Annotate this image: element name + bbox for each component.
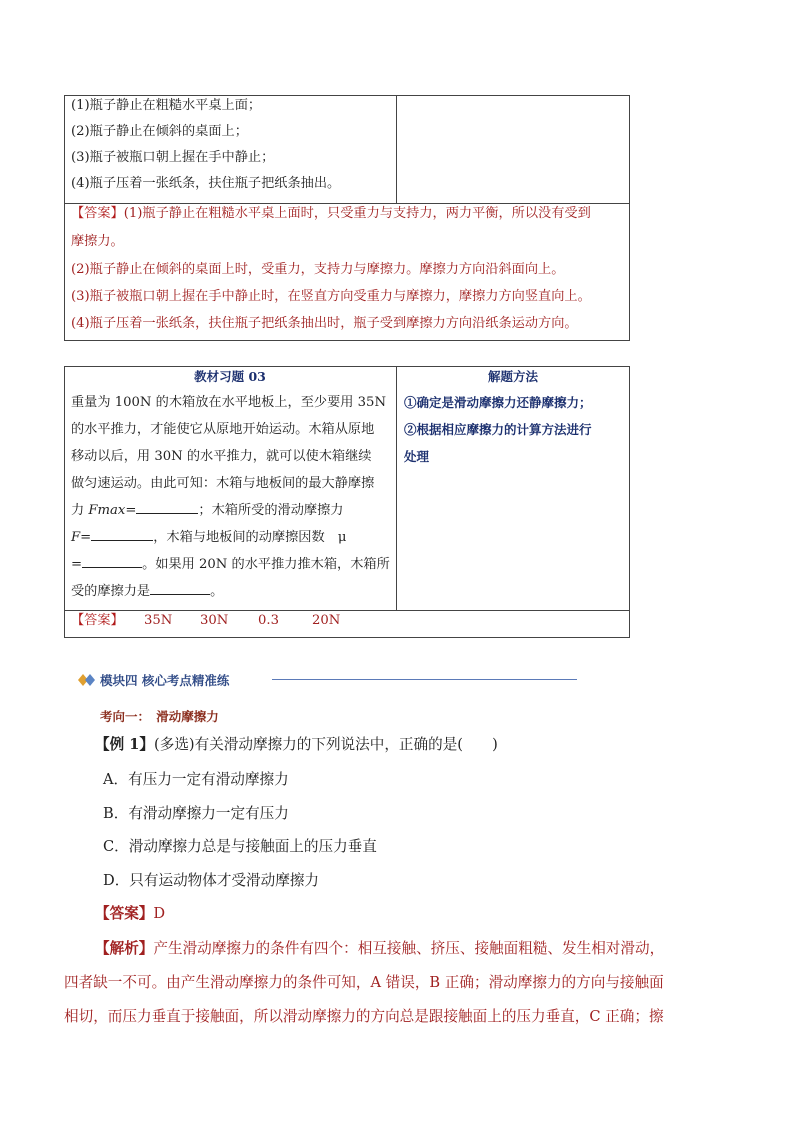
variable-f: F <box>71 530 81 545</box>
problem-line <box>71 497 343 525</box>
exercise-answer: 30N <box>200 613 229 628</box>
example-answer <box>95 897 165 931</box>
problem-text: 。 <box>210 584 224 599</box>
module-rule <box>272 679 577 680</box>
exercise-header: 教材习题 03 <box>194 369 266 384</box>
problem-text: = <box>71 557 83 572</box>
answer-blank[interactable] <box>91 526 153 541</box>
answer-tag: 【答案】 <box>71 613 124 628</box>
example-question: (多选)有关滑动摩擦力的下列说法中，正确的是( ) <box>154 736 498 753</box>
case-item: (2)瓶子静止在倾斜的桌面上； <box>71 124 248 139</box>
problem-text: 。如果用 20N 的水平推力推木箱，木箱所 <box>142 557 390 572</box>
case-item: (4)瓶子压着一张纸条，扶住瓶子把纸条抽出。 <box>71 176 341 191</box>
option-b: B．有滑动摩擦力一定有压力 <box>103 805 289 822</box>
problem-text: ，木箱与地板间的动摩擦因数 μ <box>153 530 347 545</box>
answer-line: (3)瓶子被瓶口朝上握在手中静止时，在竖直方向受重力与摩擦力，摩擦力方向竖直向上。 <box>71 289 591 304</box>
problem-text: = <box>125 503 137 518</box>
answer-line: 摩擦力。 <box>71 234 124 249</box>
method-step: 处理 <box>404 449 430 464</box>
answer-blank[interactable] <box>82 553 142 568</box>
problem-text: = <box>80 530 92 545</box>
diamond-icon <box>78 672 96 686</box>
option-a: A．有压力一定有滑动摩擦力 <box>103 771 289 788</box>
module-title: 模块四 核心考点精准练 <box>100 673 230 688</box>
problem-line: 做匀速运动。由此可知：木箱与地板间的最大静摩擦 <box>71 476 375 491</box>
answer-line: (2)瓶子静止在倾斜的桌面上时，受重力，支持力与摩擦力。摩擦力方向沿斜面向上。 <box>71 262 565 277</box>
analysis-line: 四者缺一不可。由产生滑动摩擦力的条件可知，A 错误，B 正确；滑动摩擦力的方向与接触面 <box>64 974 664 991</box>
problem-line: 移动以后，用 30N 的水平推力，就可以使木箱继续 <box>71 449 372 464</box>
analysis-line <box>95 932 664 966</box>
answer-line: (4)瓶子压着一张纸条，扶住瓶子把纸条抽出时，瓶子受到摩擦力方向沿纸条运动方向。 <box>71 316 578 331</box>
option-d: D．只有运动物体才受滑动摩擦力 <box>103 872 320 889</box>
method-step: ②根据相应摩擦力的计算方法进行 <box>404 422 592 437</box>
option-c: C．滑动摩擦力总是与接触面上的压力垂直 <box>103 838 377 855</box>
problem-text: 受的摩擦力是 <box>71 584 151 599</box>
problem-line <box>71 578 223 606</box>
example-stem <box>95 728 498 762</box>
problem-line: 的水平推力，才能使它从原地开始运动。木箱从原地 <box>71 422 375 437</box>
exercise-answer: 0.3 <box>258 613 279 628</box>
table-divider <box>396 366 397 610</box>
analysis-text: 产生滑动摩擦力的条件有四个：相互接触、挤压、接触面粗糙、发生相对滑动， <box>153 940 665 957</box>
direction-title: 考向一： 滑动摩擦力 <box>100 709 219 724</box>
exercise-answer: 35N <box>144 613 173 628</box>
case-item: (1)瓶子静止在粗糙水平桌上面； <box>71 98 262 113</box>
answer-line <box>71 200 591 228</box>
variable-fmax: Fmax <box>88 503 126 518</box>
table-divider <box>396 95 397 203</box>
method-step: ①确定是滑动摩擦力还静摩擦力； <box>404 395 592 410</box>
answer-text: (1)瓶子静止在粗糙水平桌上面时，只受重力与支持力，两力平衡，所以没有受到 <box>123 206 591 221</box>
answer-tag: 【答案】 <box>71 206 124 221</box>
answer-blank[interactable] <box>150 580 210 595</box>
problem-text: ；木箱所受的滑动摩擦力 <box>198 503 344 518</box>
method-header: 解题方法 <box>487 369 538 384</box>
analysis-line: 相切，而压力垂直于接触面，所以滑动摩擦力的方向总是跟接触面上的压力垂直，C 正确；擦 <box>64 1008 664 1025</box>
example-tag: 【例 1】 <box>95 736 155 753</box>
answer-label: 【答案】 <box>95 905 154 922</box>
problem-line <box>71 551 390 579</box>
problem-line <box>71 524 346 552</box>
case-item: (3)瓶子被瓶口朝上握在手中静止； <box>71 150 275 165</box>
answer-value: D <box>153 905 166 922</box>
problem-text: 力 <box>71 503 89 518</box>
exercise-answer: 20N <box>312 613 341 628</box>
exercise-answer-row <box>71 607 124 635</box>
answer-blank[interactable] <box>136 499 198 514</box>
analysis-tag: 【解析】 <box>95 940 154 957</box>
problem-line: 重量为 100N 的木箱放在水平地板上，至少要用 35N <box>71 395 386 410</box>
